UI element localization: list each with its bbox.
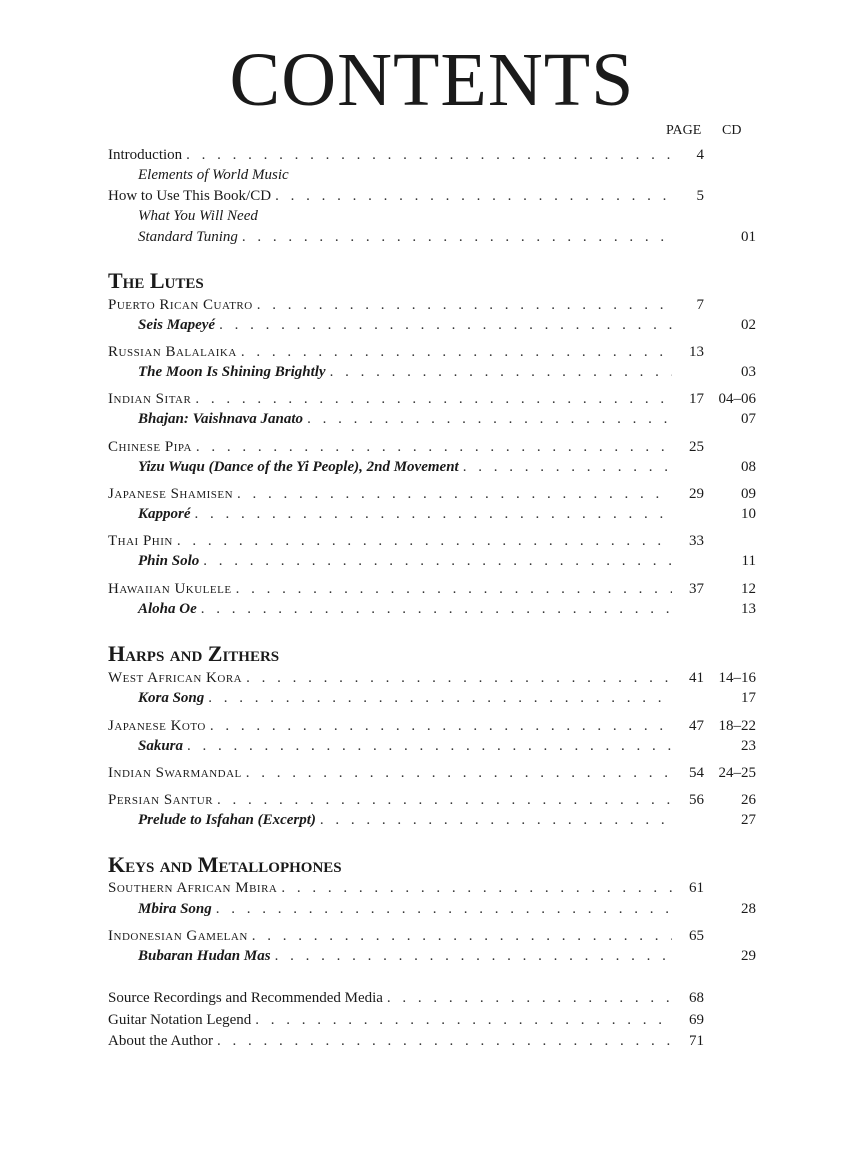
section-heading: The Lutes <box>108 268 204 293</box>
toc-subentry[interactable]: Seis Mapeyé . . . 02 <box>108 314 756 336</box>
toc-subentry[interactable]: Sakura . . . 23 <box>108 735 756 757</box>
section-heading: Keys and Metallophones <box>108 852 342 877</box>
toc-entry[interactable]: Russian Balalaika . . . 13 <box>108 341 756 363</box>
toc-subentry[interactable]: Elements of World Music <box>138 167 289 183</box>
toc-entry[interactable]: Chinese Pipa . . . 25 <box>108 436 756 458</box>
toc-entry[interactable]: Japanese Shamisen . . . 29 09 <box>108 483 756 505</box>
toc-entry[interactable]: Persian Santur . . . 56 26 <box>108 789 756 811</box>
toc-subentry[interactable]: Aloha Oe . . . 13 <box>108 598 756 620</box>
page-title: CONTENTS <box>229 38 635 122</box>
toc-subentry[interactable]: Phin Solo . . . 11 <box>108 550 756 572</box>
toc-subentry[interactable]: What You Will Need <box>138 208 258 224</box>
toc-entry[interactable]: Source Recordings and Recommended Media . . . 68 <box>108 987 756 1009</box>
toc-entry[interactable]: Guitar Notation Legend . . . 69 <box>108 1009 756 1031</box>
toc-entry[interactable]: Japanese Koto . . . 47 18–22 <box>108 715 756 737</box>
toc-entry[interactable]: West African Kora . . . 41 14–16 <box>108 667 756 689</box>
cd-column-header: CD <box>722 123 742 138</box>
toc-subentry[interactable]: Kora Song . . . 17 <box>108 687 756 709</box>
toc-entry[interactable]: Introduction . . . 4 <box>108 144 756 166</box>
toc-subentry[interactable]: Kapporé . . . 10 <box>108 503 756 525</box>
toc-entry[interactable]: Hawaiian Ukulele . . . 37 12 <box>108 578 756 600</box>
toc-entry[interactable]: Southern African Mbira . . . 61 <box>108 877 756 899</box>
toc-entry[interactable]: Thai Phin . . . 33 <box>108 530 756 552</box>
page-column-header: PAGE <box>666 123 702 138</box>
toc-subentry[interactable]: Prelude to Isfahan (Excerpt) . . . 27 <box>108 809 756 831</box>
toc-subentry[interactable]: Bhajan: Vaishnava Janato . . . 07 <box>108 408 756 430</box>
toc-entry[interactable]: How to Use This Book/CD . . . 5 <box>108 185 756 207</box>
toc-entry[interactable]: Indonesian Gamelan . . . 65 <box>108 925 756 947</box>
toc-entry[interactable]: Puerto Rican Cuatro . . . 7 <box>108 294 756 316</box>
toc-entry[interactable]: About the Author . . . 71 <box>108 1030 756 1052</box>
toc-subentry[interactable]: Bubaran Hudan Mas . . . 29 <box>108 945 756 967</box>
section-heading: Harps and Zithers <box>108 641 280 666</box>
toc-entry[interactable]: Indian Sitar . . . 17 04–06 <box>108 388 756 410</box>
toc-subentry[interactable]: Yizu Wuqu (Dance of the Yi People), 2nd Movement . . . 08 <box>108 456 756 478</box>
toc-entry[interactable]: Indian Swarmandal . . . 54 24–25 <box>108 762 756 784</box>
toc-subentry[interactable]: Mbira Song . . . 28 <box>108 898 756 920</box>
toc-subentry[interactable]: The Moon Is Shining Brightly . . . 03 <box>108 361 756 383</box>
toc-subentry[interactable]: Standard Tuning . . . 01 <box>108 226 756 248</box>
